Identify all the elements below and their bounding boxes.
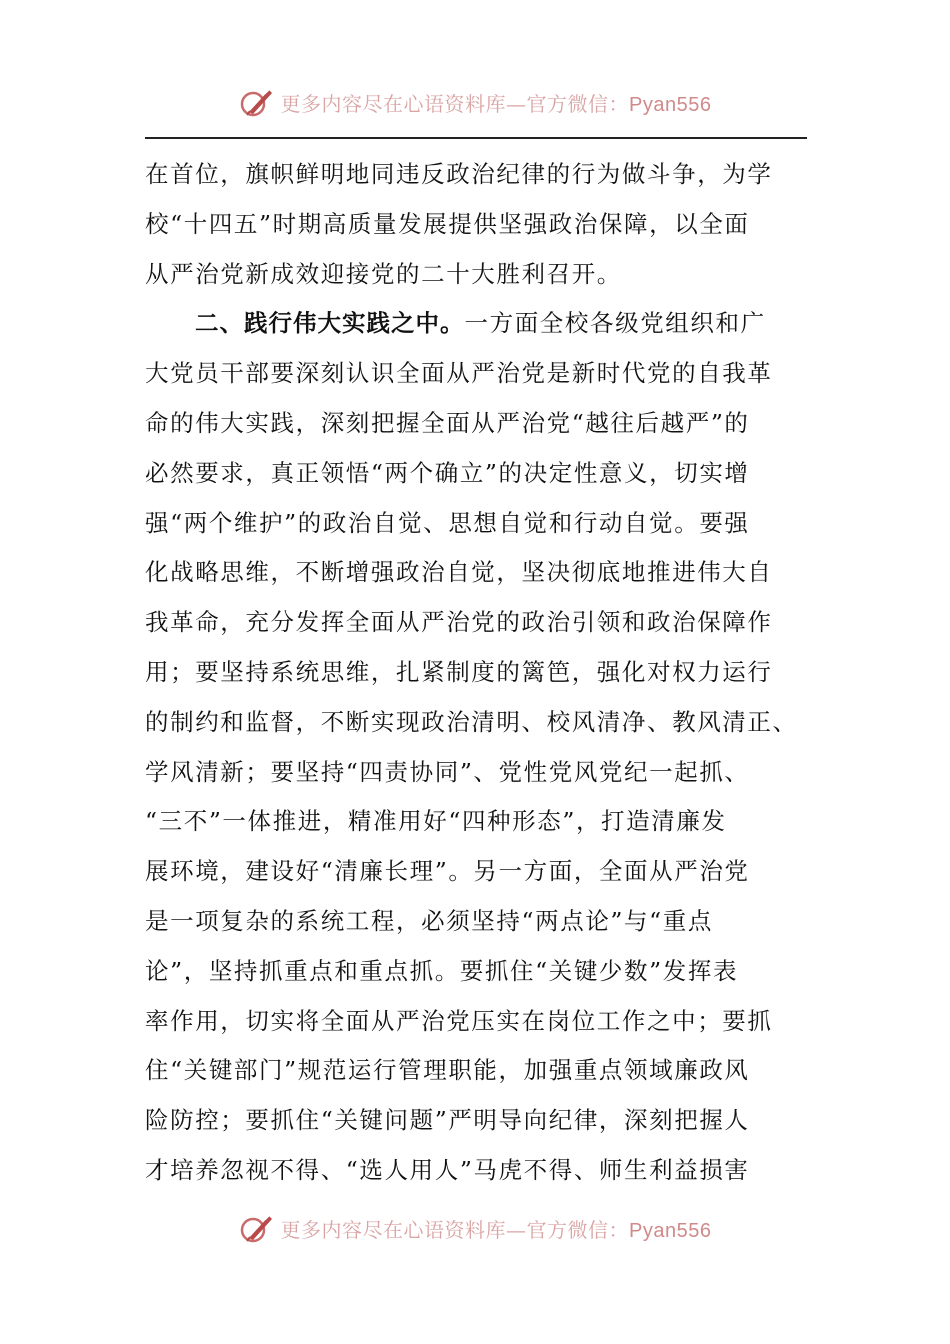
text-line: 的制约和监督，不断实现政治清明、校风清净、教风清正、 <box>145 707 798 736</box>
text-line: 住“关键部门”规范运行管理职能，加强重点领域廉政风 <box>145 1056 750 1085</box>
text-line: 在首位，旗帜鲜明地同违反政治纪律的行为做斗争，为学 <box>145 160 773 188</box>
text-line: 必然要求，真正领悟“两个确立”的决定性意义，切实增 <box>145 458 750 487</box>
watermark-text: 更多内容尽在心语资料库—官方微信：Pyan556 <box>280 1217 712 1242</box>
text-line: 率作用，切实将全面从严治党压实在岗位工作之中；要抓 <box>145 1006 773 1035</box>
body-text <box>145 150 798 1196</box>
paragraph-start-line: 二、践行伟大实践之中。一方面全校各级党组织和广 <box>195 309 766 338</box>
quill-pen-logo-icon <box>239 84 275 120</box>
text-line: 学风清新；要坚持“四责协同”、党性党风党纪一起抓、 <box>145 757 750 786</box>
text-line: 论”，坚持抓重点和重点抓。要抓住“关键少数”发挥表 <box>145 956 739 985</box>
text-line: 大党员干部要深刻认识全面从严治党是新时代党的自我革 <box>145 359 773 388</box>
text-line: 险防控；要抓住“关键问题”严明导向纪律，深刻把握人 <box>145 1106 750 1135</box>
text-line: “三不”一体推进，精准用好“四种形态”，打造清廉发 <box>145 807 727 836</box>
text-line: 用；要坚持系统思维，扎紧制度的篱笆，强化对权力运行 <box>145 657 773 686</box>
watermark-id: Pyan556 <box>629 1219 712 1242</box>
text-line: 命的伟大实践，深刻把握全面从严治党“越往后越严”的 <box>145 408 750 437</box>
text-line: 才培养忽视不得、“选人用人”马虎不得、师生利益损害 <box>145 1155 750 1184</box>
header-divider <box>145 137 807 139</box>
text-line: 强“两个维护”的政治自觉、思想自觉和行动自觉。要强 <box>145 508 750 537</box>
watermark-text: 更多内容尽在心语资料库—官方微信：Pyan556 <box>280 91 712 116</box>
watermark-id: Pyan556 <box>629 93 712 116</box>
text-line: 是一项复杂的系统工程，必须坚持“两点论”与“重点 <box>145 906 713 935</box>
text-line: 化战略思维，不断增强政治自觉，坚决彻底地推进伟大自 <box>145 558 773 587</box>
text-line: 展环境，建设好“清廉长理”。另一方面，全面从严治党 <box>145 857 750 886</box>
footer-watermark <box>0 1208 950 1248</box>
quill-pen-logo-icon <box>239 1210 275 1246</box>
text-line: 从严治党新成效迎接党的二十大胜利召开。 <box>145 259 622 288</box>
text-line: 校“十四五”时期高质量发展提供坚强政治保障，以全面 <box>145 209 750 238</box>
text-line: 我革命，充分发挥全面从严治党的政治引领和政治保障作 <box>145 608 773 637</box>
section-heading: 二、践行伟大实践之中。 <box>195 309 465 338</box>
header-watermark <box>0 82 950 122</box>
